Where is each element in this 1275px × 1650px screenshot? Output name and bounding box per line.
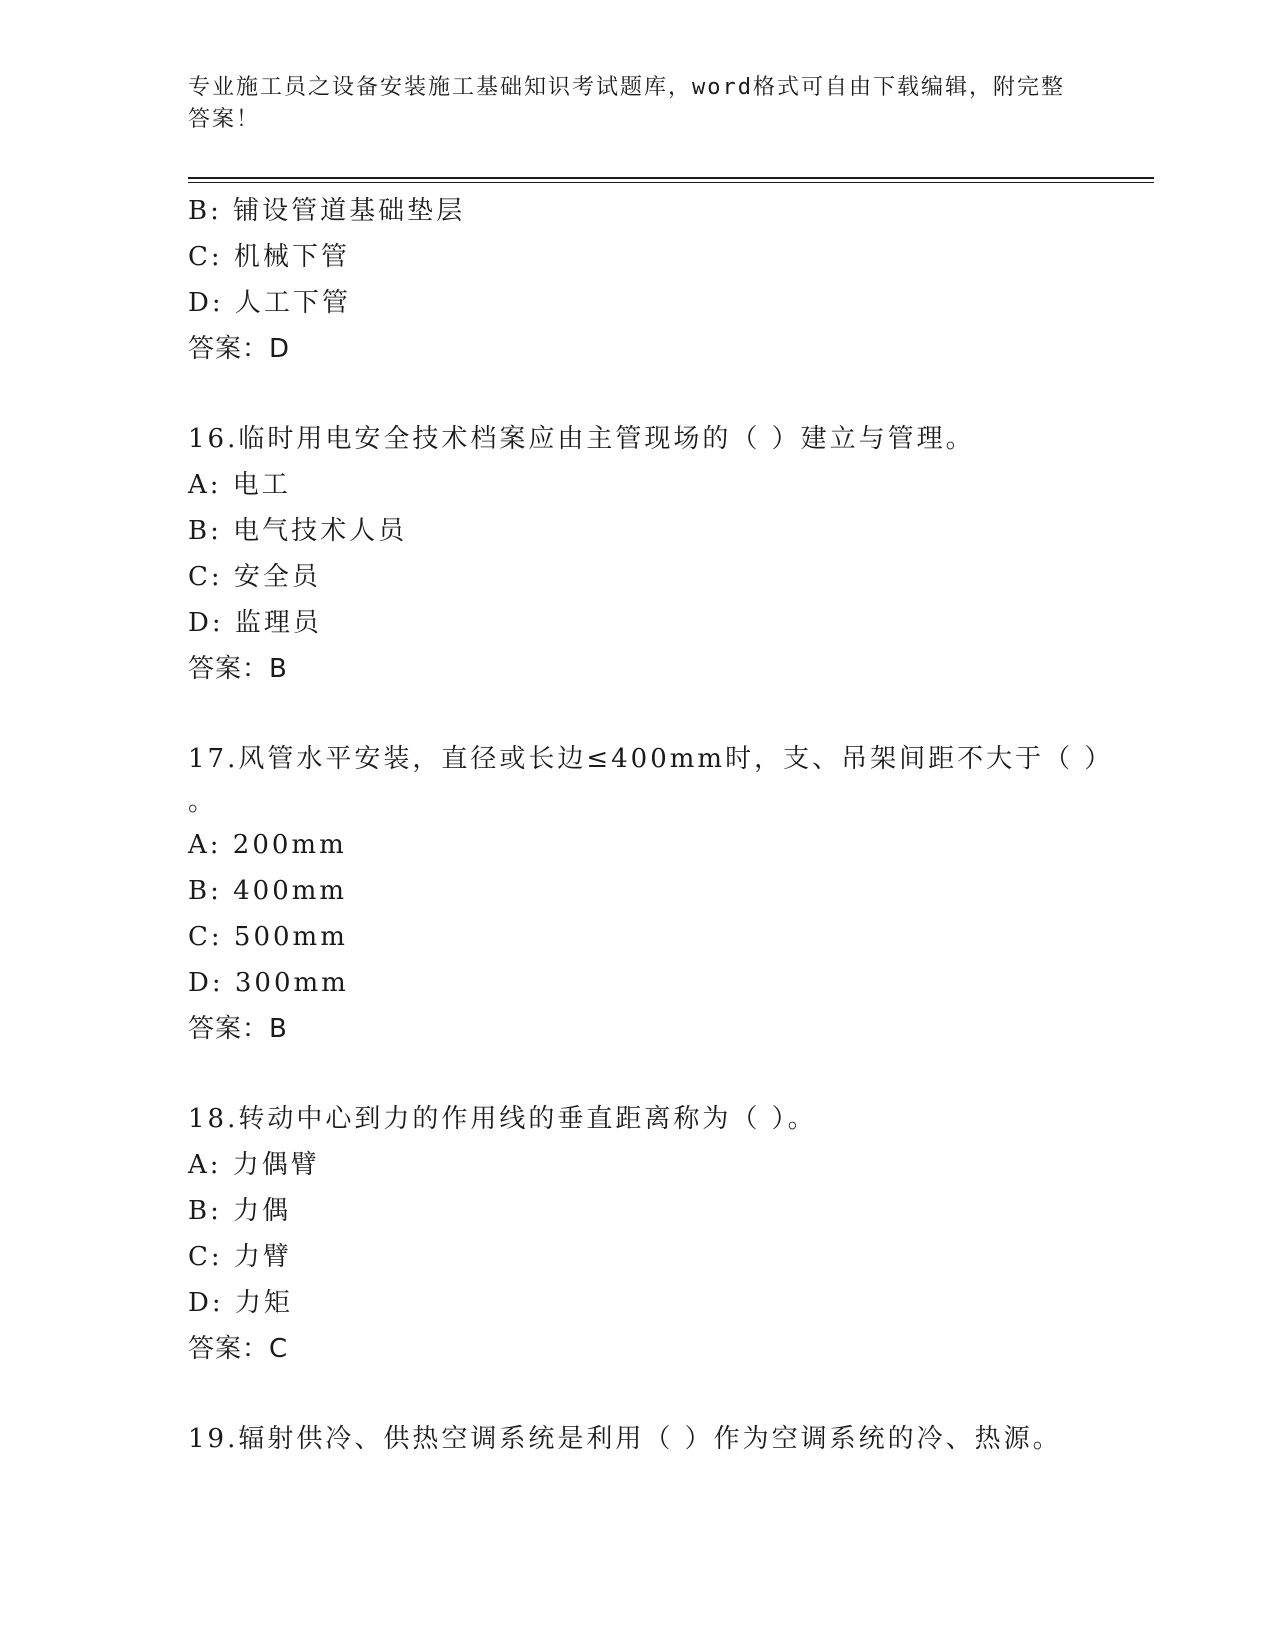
- option-b: B: 400mm: [188, 876, 348, 906]
- option-d: D: 300mm: [188, 968, 349, 998]
- option-d: D: 人工下管: [188, 288, 351, 318]
- answer-line: 答案：C: [188, 1334, 289, 1364]
- option-c: C: 机械下管: [188, 242, 350, 272]
- question-stem: 16.临时用电安全技术档案应由主管现场的（ ）建立与管理。: [188, 424, 975, 454]
- question-list: [188, 188, 1114, 1462]
- option-a: A: 电工: [188, 470, 291, 500]
- question-18: [188, 1096, 1088, 1372]
- answer-line: 答案：B: [188, 1014, 288, 1044]
- option-a: A: 力偶臂: [188, 1150, 320, 1180]
- option-a: A: 200mm: [188, 830, 347, 860]
- spacer: [188, 1052, 1088, 1096]
- question-stem: 19.辐射供冷、供热空调系统是利用（ ）作为空调系统的冷、热源。: [188, 1424, 1062, 1454]
- option-c: C: 安全员: [188, 562, 321, 592]
- option-c: C: 500mm: [188, 922, 348, 952]
- spacer: [188, 372, 1088, 416]
- spacer: [188, 692, 1088, 736]
- question-17: [188, 736, 1114, 1052]
- option-b: B: 电气技术人员: [188, 516, 408, 546]
- question-stem: 17.风管水平安装，直径或长边≤400mm时，支、吊架间距不大于（ ）: [188, 744, 1114, 774]
- option-c: C: 力臂: [188, 1242, 292, 1272]
- question-16: [188, 416, 1088, 692]
- question-19: [188, 1416, 1088, 1462]
- header-rule-thick: [188, 177, 1154, 179]
- question-15-tail: [188, 188, 1088, 372]
- spacer: [188, 1372, 1088, 1416]
- option-d: D: 监理员: [188, 608, 322, 638]
- option-b: B: 力偶: [188, 1196, 292, 1226]
- answer-line: 答案：B: [188, 654, 288, 684]
- answer-line: 答案：D: [188, 334, 291, 364]
- option-d: D: 力矩: [188, 1288, 293, 1318]
- header-rule-thin: [188, 182, 1154, 183]
- document-header: 专业施工员之设备安装施工基础知识考试题库，word格式可自由下载编辑，附完整答案！: [188, 75, 1065, 132]
- question-stem-continuation: 。: [188, 787, 215, 817]
- option-b: B: 铺设管道基础垫层: [188, 196, 466, 226]
- question-stem: 18.转动中心到力的作用线的垂直距离称为（ ）。: [188, 1104, 817, 1134]
